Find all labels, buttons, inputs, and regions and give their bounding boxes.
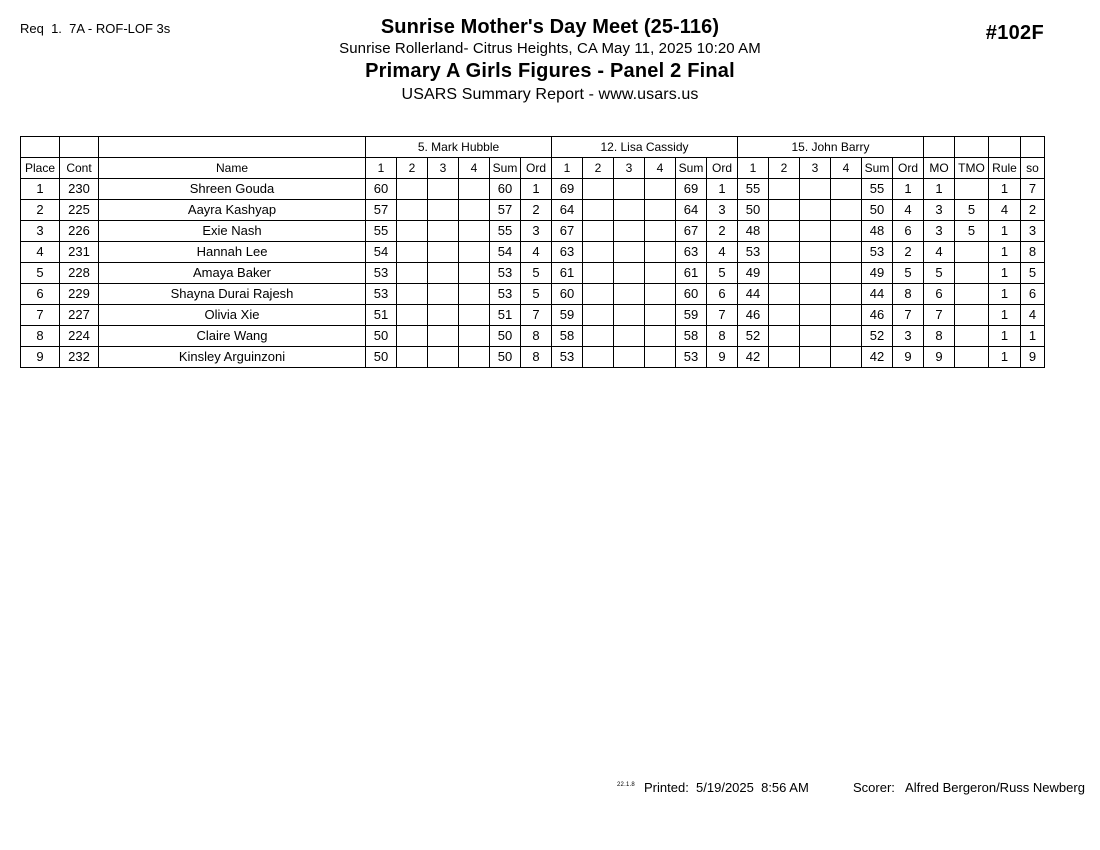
cell-judge3-score-2 — [769, 263, 800, 284]
table-row — [21, 263, 1045, 284]
cell-judge2-sum: 59 — [676, 305, 707, 326]
cell-judge1-sum: 53 — [490, 263, 521, 284]
band-spacer-place — [21, 137, 60, 158]
cell-judge1-score-1: 51 — [366, 305, 397, 326]
header-name: Name — [99, 158, 366, 179]
cell-judge3-score-3 — [800, 200, 831, 221]
cell-judge2-score-3 — [614, 284, 645, 305]
cell-so: 9 — [1021, 347, 1045, 368]
cell-judge3-score-1: 52 — [738, 326, 769, 347]
cell-mo: 3 — [924, 200, 955, 221]
table-row — [21, 347, 1045, 368]
header-j1-score-4: 4 — [459, 158, 490, 179]
cell-place: 6 — [21, 284, 60, 305]
cell-judge2-score-1: 59 — [552, 305, 583, 326]
band-spacer-tmo — [955, 137, 989, 158]
cell-so: 8 — [1021, 242, 1045, 263]
cell-judge2-sum: 53 — [676, 347, 707, 368]
cell-judge1-score-2 — [397, 242, 428, 263]
cell-judge2-ord: 8 — [707, 326, 738, 347]
header-j3-score-2: 2 — [769, 158, 800, 179]
cell-judge3-score-1: 55 — [738, 179, 769, 200]
judge-1-label: 5. Mark Hubble — [366, 137, 552, 158]
header-j2-score-1: 1 — [552, 158, 583, 179]
header-j2-sum: Sum — [676, 158, 707, 179]
cell-judge2-score-4 — [645, 221, 676, 242]
cell-rule: 1 — [989, 305, 1021, 326]
cell-place: 7 — [21, 305, 60, 326]
cell-tmo — [955, 284, 989, 305]
table-row — [21, 305, 1045, 326]
cell-judge3-score-1: 50 — [738, 200, 769, 221]
cell-judge3-score-1: 46 — [738, 305, 769, 326]
judge-3-label: 15. John Barry — [738, 137, 924, 158]
cell-name: Aayra Kashyap — [99, 200, 366, 221]
cell-judge1-sum: 54 — [490, 242, 521, 263]
band-spacer-name — [99, 137, 366, 158]
cell-judge2-score-1: 64 — [552, 200, 583, 221]
cell-judge2-score-4 — [645, 263, 676, 284]
cell-judge2-score-4 — [645, 200, 676, 221]
cell-judge2-score-4 — [645, 305, 676, 326]
cell-mo: 1 — [924, 179, 955, 200]
cell-judge3-score-2 — [769, 179, 800, 200]
cell-place: 2 — [21, 200, 60, 221]
cell-so: 4 — [1021, 305, 1045, 326]
cell-judge3-score-4 — [831, 284, 862, 305]
cell-judge3-sum: 53 — [862, 242, 893, 263]
table-row — [21, 221, 1045, 242]
cell-judge3-score-1: 48 — [738, 221, 769, 242]
cell-judge1-ord: 7 — [521, 305, 552, 326]
cell-judge2-score-4 — [645, 284, 676, 305]
table-row — [21, 179, 1045, 200]
cell-judge2-ord: 1 — [707, 179, 738, 200]
cell-judge3-sum: 46 — [862, 305, 893, 326]
results-table — [20, 136, 1045, 368]
cell-mo: 6 — [924, 284, 955, 305]
cell-place: 4 — [21, 242, 60, 263]
cell-judge2-score-4 — [645, 347, 676, 368]
cell-judge2-ord: 6 — [707, 284, 738, 305]
cell-judge1-score-2 — [397, 263, 428, 284]
cell-cont: 226 — [60, 221, 99, 242]
header-place: Place — [21, 158, 60, 179]
cell-judge1-score-1: 57 — [366, 200, 397, 221]
cell-judge2-score-3 — [614, 200, 645, 221]
header-tmo: TMO — [955, 158, 989, 179]
table-row — [21, 326, 1045, 347]
cell-judge2-sum: 67 — [676, 221, 707, 242]
cell-judge1-ord: 1 — [521, 179, 552, 200]
cell-judge2-score-2 — [583, 263, 614, 284]
document-id: #102F — [985, 22, 1044, 44]
cell-judge1-score-3 — [428, 305, 459, 326]
cell-judge3-ord: 3 — [893, 326, 924, 347]
header-j1-ord: Ord — [521, 158, 552, 179]
cell-judge1-score-1: 50 — [366, 326, 397, 347]
cell-tmo — [955, 242, 989, 263]
header-j3-score-4: 4 — [831, 158, 862, 179]
cell-judge1-sum: 50 — [490, 326, 521, 347]
cell-judge1-score-2 — [397, 221, 428, 242]
cell-name: Olivia Xie — [99, 305, 366, 326]
cell-judge3-score-2 — [769, 347, 800, 368]
cell-judge2-ord: 7 — [707, 305, 738, 326]
cell-judge2-score-2 — [583, 221, 614, 242]
cell-judge3-score-2 — [769, 200, 800, 221]
cell-judge1-sum: 60 — [490, 179, 521, 200]
cell-judge3-ord: 8 — [893, 284, 924, 305]
cell-tmo: 5 — [955, 221, 989, 242]
cell-name: Amaya Baker — [99, 263, 366, 284]
header-j2-ord: Ord — [707, 158, 738, 179]
cell-judge3-score-3 — [800, 305, 831, 326]
cell-judge2-score-3 — [614, 221, 645, 242]
band-spacer-rule — [989, 137, 1021, 158]
cell-cont: 225 — [60, 200, 99, 221]
cell-judge1-sum: 53 — [490, 284, 521, 305]
cell-judge2-score-1: 69 — [552, 179, 583, 200]
scorer-credit: Scorer: Alfred Bergeron/Russ Newberg — [853, 780, 1085, 795]
cell-judge2-ord: 4 — [707, 242, 738, 263]
cell-so: 5 — [1021, 263, 1045, 284]
cell-judge3-score-4 — [831, 326, 862, 347]
cell-judge1-sum: 51 — [490, 305, 521, 326]
cell-rule: 1 — [989, 284, 1021, 305]
cell-name: Hannah Lee — [99, 242, 366, 263]
cell-judge3-score-3 — [800, 242, 831, 263]
table-row — [21, 200, 1045, 221]
results-table-body — [21, 137, 1045, 368]
cell-judge1-score-2 — [397, 284, 428, 305]
cell-judge2-score-3 — [614, 179, 645, 200]
cell-judge2-score-2 — [583, 200, 614, 221]
cell-tmo — [955, 263, 989, 284]
cell-judge3-score-3 — [800, 284, 831, 305]
cell-judge1-score-4 — [459, 242, 490, 263]
cell-judge2-sum: 58 — [676, 326, 707, 347]
band-spacer-so — [1021, 137, 1045, 158]
header-j2-score-4: 4 — [645, 158, 676, 179]
cell-judge2-score-1: 67 — [552, 221, 583, 242]
cell-judge1-ord: 2 — [521, 200, 552, 221]
band-spacer-mo — [924, 137, 955, 158]
cell-judge3-score-1: 53 — [738, 242, 769, 263]
cell-judge3-score-2 — [769, 284, 800, 305]
cell-judge1-score-4 — [459, 326, 490, 347]
cell-judge1-score-1: 53 — [366, 263, 397, 284]
cell-judge1-score-3 — [428, 221, 459, 242]
cell-judge2-score-3 — [614, 326, 645, 347]
cell-judge1-ord: 4 — [521, 242, 552, 263]
cell-mo: 3 — [924, 221, 955, 242]
cell-judge1-score-4 — [459, 305, 490, 326]
cell-judge1-score-3 — [428, 284, 459, 305]
header-j3-ord: Ord — [893, 158, 924, 179]
cell-rule: 1 — [989, 263, 1021, 284]
cell-judge2-score-2 — [583, 347, 614, 368]
cell-judge2-ord: 5 — [707, 263, 738, 284]
cell-judge1-score-3 — [428, 347, 459, 368]
cell-judge3-ord: 7 — [893, 305, 924, 326]
cell-judge2-ord: 2 — [707, 221, 738, 242]
header-rule: Rule — [989, 158, 1021, 179]
title-block — [0, 16, 1100, 105]
cell-tmo — [955, 305, 989, 326]
cell-place: 9 — [21, 347, 60, 368]
header-j1-score-3: 3 — [428, 158, 459, 179]
cell-judge2-ord: 3 — [707, 200, 738, 221]
header-j3-sum: Sum — [862, 158, 893, 179]
cell-judge3-sum: 50 — [862, 200, 893, 221]
cell-judge1-ord: 5 — [521, 263, 552, 284]
cell-judge2-score-3 — [614, 242, 645, 263]
cell-judge3-ord: 9 — [893, 347, 924, 368]
cell-rule: 4 — [989, 200, 1021, 221]
cell-judge1-ord: 8 — [521, 326, 552, 347]
cell-judge3-sum: 52 — [862, 326, 893, 347]
cell-judge1-score-1: 55 — [366, 221, 397, 242]
header-j3-score-1: 1 — [738, 158, 769, 179]
cell-judge2-ord: 9 — [707, 347, 738, 368]
cell-judge2-sum: 63 — [676, 242, 707, 263]
cell-judge3-score-4 — [831, 221, 862, 242]
cell-rule: 1 — [989, 221, 1021, 242]
judge-band-row — [21, 137, 1045, 158]
cell-judge1-score-1: 54 — [366, 242, 397, 263]
cell-place: 5 — [21, 263, 60, 284]
cell-rule: 1 — [989, 179, 1021, 200]
cell-judge3-ord: 2 — [893, 242, 924, 263]
cell-rule: 1 — [989, 242, 1021, 263]
cell-mo: 7 — [924, 305, 955, 326]
cell-judge1-score-2 — [397, 305, 428, 326]
cell-judge2-score-1: 61 — [552, 263, 583, 284]
cell-judge3-score-4 — [831, 200, 862, 221]
cell-judge3-score-3 — [800, 179, 831, 200]
cell-judge3-score-2 — [769, 326, 800, 347]
cell-name: Shreen Gouda — [99, 179, 366, 200]
cell-cont: 224 — [60, 326, 99, 347]
cell-cont: 232 — [60, 347, 99, 368]
header-mo: MO — [924, 158, 955, 179]
cell-judge2-score-4 — [645, 242, 676, 263]
cell-so: 3 — [1021, 221, 1045, 242]
cell-judge3-score-4 — [831, 179, 862, 200]
cell-judge1-score-2 — [397, 326, 428, 347]
cell-judge3-score-2 — [769, 305, 800, 326]
cell-judge2-sum: 61 — [676, 263, 707, 284]
cell-judge3-score-4 — [831, 347, 862, 368]
cell-name: Exie Nash — [99, 221, 366, 242]
cell-judge1-sum: 50 — [490, 347, 521, 368]
cell-judge2-score-4 — [645, 179, 676, 200]
cell-name: Kinsley Arguinzoni — [99, 347, 366, 368]
cell-judge2-score-3 — [614, 347, 645, 368]
header-j1-score-2: 2 — [397, 158, 428, 179]
cell-judge1-ord: 3 — [521, 221, 552, 242]
cell-judge1-score-2 — [397, 347, 428, 368]
version-stamp: 22.1.8 — [617, 782, 635, 788]
header-j2-score-3: 3 — [614, 158, 645, 179]
cell-tmo — [955, 347, 989, 368]
cell-judge1-score-3 — [428, 179, 459, 200]
cell-judge3-score-4 — [831, 305, 862, 326]
cell-judge2-score-1: 60 — [552, 284, 583, 305]
cell-place: 1 — [21, 179, 60, 200]
cell-mo: 4 — [924, 242, 955, 263]
printed-timestamp: Printed: 5/19/2025 8:56 AM — [644, 780, 809, 795]
cell-judge3-ord: 6 — [893, 221, 924, 242]
cell-judge2-sum: 69 — [676, 179, 707, 200]
cell-judge3-sum: 48 — [862, 221, 893, 242]
cell-judge1-score-4 — [459, 179, 490, 200]
cell-judge1-score-1: 60 — [366, 179, 397, 200]
cell-so: 6 — [1021, 284, 1045, 305]
cell-judge2-score-2 — [583, 305, 614, 326]
cell-judge3-sum: 42 — [862, 347, 893, 368]
cell-judge3-score-2 — [769, 221, 800, 242]
cell-judge1-score-3 — [428, 200, 459, 221]
cell-judge1-score-4 — [459, 221, 490, 242]
table-row — [21, 242, 1045, 263]
requirement-line: Req 1. 7A - ROF-LOF 3s — [20, 21, 171, 36]
cell-judge3-score-4 — [831, 263, 862, 284]
cell-cont: 227 — [60, 305, 99, 326]
header-j3-score-3: 3 — [800, 158, 831, 179]
cell-judge2-score-1: 53 — [552, 347, 583, 368]
table-row — [21, 284, 1045, 305]
report-subtitle: USARS Summary Report - www.usars.us — [401, 86, 699, 103]
cell-rule: 1 — [989, 326, 1021, 347]
cell-judge3-ord: 5 — [893, 263, 924, 284]
cell-judge3-score-3 — [800, 221, 831, 242]
cell-judge1-sum: 57 — [490, 200, 521, 221]
cell-judge1-ord: 5 — [521, 284, 552, 305]
cell-judge2-score-3 — [614, 305, 645, 326]
cell-judge1-score-1: 50 — [366, 347, 397, 368]
band-spacer-cont — [60, 137, 99, 158]
cell-judge1-score-4 — [459, 263, 490, 284]
cell-judge2-score-2 — [583, 284, 614, 305]
cell-cont: 229 — [60, 284, 99, 305]
cell-name: Claire Wang — [99, 326, 366, 347]
cell-judge1-score-4 — [459, 200, 490, 221]
cell-place: 8 — [21, 326, 60, 347]
header-j1-score-1: 1 — [366, 158, 397, 179]
cell-judge1-score-3 — [428, 263, 459, 284]
cell-judge1-score-4 — [459, 284, 490, 305]
cell-mo: 8 — [924, 326, 955, 347]
cell-tmo — [955, 326, 989, 347]
cell-judge1-sum: 55 — [490, 221, 521, 242]
cell-judge3-score-3 — [800, 347, 831, 368]
event-title: Primary A Girls Figures - Panel 2 Final — [365, 60, 735, 82]
cell-judge2-sum: 60 — [676, 284, 707, 305]
cell-so: 7 — [1021, 179, 1045, 200]
cell-mo: 9 — [924, 347, 955, 368]
cell-judge1-score-4 — [459, 347, 490, 368]
judge-2-label: 12. Lisa Cassidy — [552, 137, 738, 158]
cell-judge2-score-1: 63 — [552, 242, 583, 263]
cell-judge3-sum: 44 — [862, 284, 893, 305]
cell-judge1-score-3 — [428, 326, 459, 347]
cell-judge2-score-2 — [583, 326, 614, 347]
cell-judge2-sum: 64 — [676, 200, 707, 221]
cell-cont: 228 — [60, 263, 99, 284]
cell-cont: 230 — [60, 179, 99, 200]
cell-judge1-score-2 — [397, 200, 428, 221]
cell-mo: 5 — [924, 263, 955, 284]
cell-rule: 1 — [989, 347, 1021, 368]
header-cont: Cont — [60, 158, 99, 179]
cell-judge3-sum: 55 — [862, 179, 893, 200]
column-header-row — [21, 158, 1045, 179]
cell-judge2-score-1: 58 — [552, 326, 583, 347]
cell-so: 1 — [1021, 326, 1045, 347]
cell-judge2-score-2 — [583, 242, 614, 263]
cell-cont: 231 — [60, 242, 99, 263]
cell-judge3-score-3 — [800, 263, 831, 284]
header-j2-score-2: 2 — [583, 158, 614, 179]
cell-place: 3 — [21, 221, 60, 242]
cell-tmo — [955, 179, 989, 200]
cell-judge1-score-2 — [397, 179, 428, 200]
cell-judge3-score-1: 49 — [738, 263, 769, 284]
cell-tmo: 5 — [955, 200, 989, 221]
cell-judge3-ord: 4 — [893, 200, 924, 221]
cell-judge3-score-1: 42 — [738, 347, 769, 368]
cell-name: Shayna Durai Rajesh — [99, 284, 366, 305]
header-j1-sum: Sum — [490, 158, 521, 179]
cell-judge2-score-3 — [614, 263, 645, 284]
venue-datetime: Sunrise Rollerland- Citrus Heights, CA May 11, 2025 10:20 AM — [339, 40, 761, 57]
cell-judge3-sum: 49 — [862, 263, 893, 284]
cell-judge1-score-3 — [428, 242, 459, 263]
cell-judge2-score-2 — [583, 179, 614, 200]
header-so: so — [1021, 158, 1045, 179]
cell-judge3-score-1: 44 — [738, 284, 769, 305]
cell-judge3-score-3 — [800, 326, 831, 347]
cell-judge1-score-1: 53 — [366, 284, 397, 305]
cell-judge3-ord: 1 — [893, 179, 924, 200]
cell-judge1-ord: 8 — [521, 347, 552, 368]
cell-so: 2 — [1021, 200, 1045, 221]
cell-judge3-score-4 — [831, 242, 862, 263]
meet-title: Sunrise Mother's Day Meet (25-116) — [380, 16, 720, 38]
cell-judge2-score-4 — [645, 326, 676, 347]
cell-judge3-score-2 — [769, 242, 800, 263]
